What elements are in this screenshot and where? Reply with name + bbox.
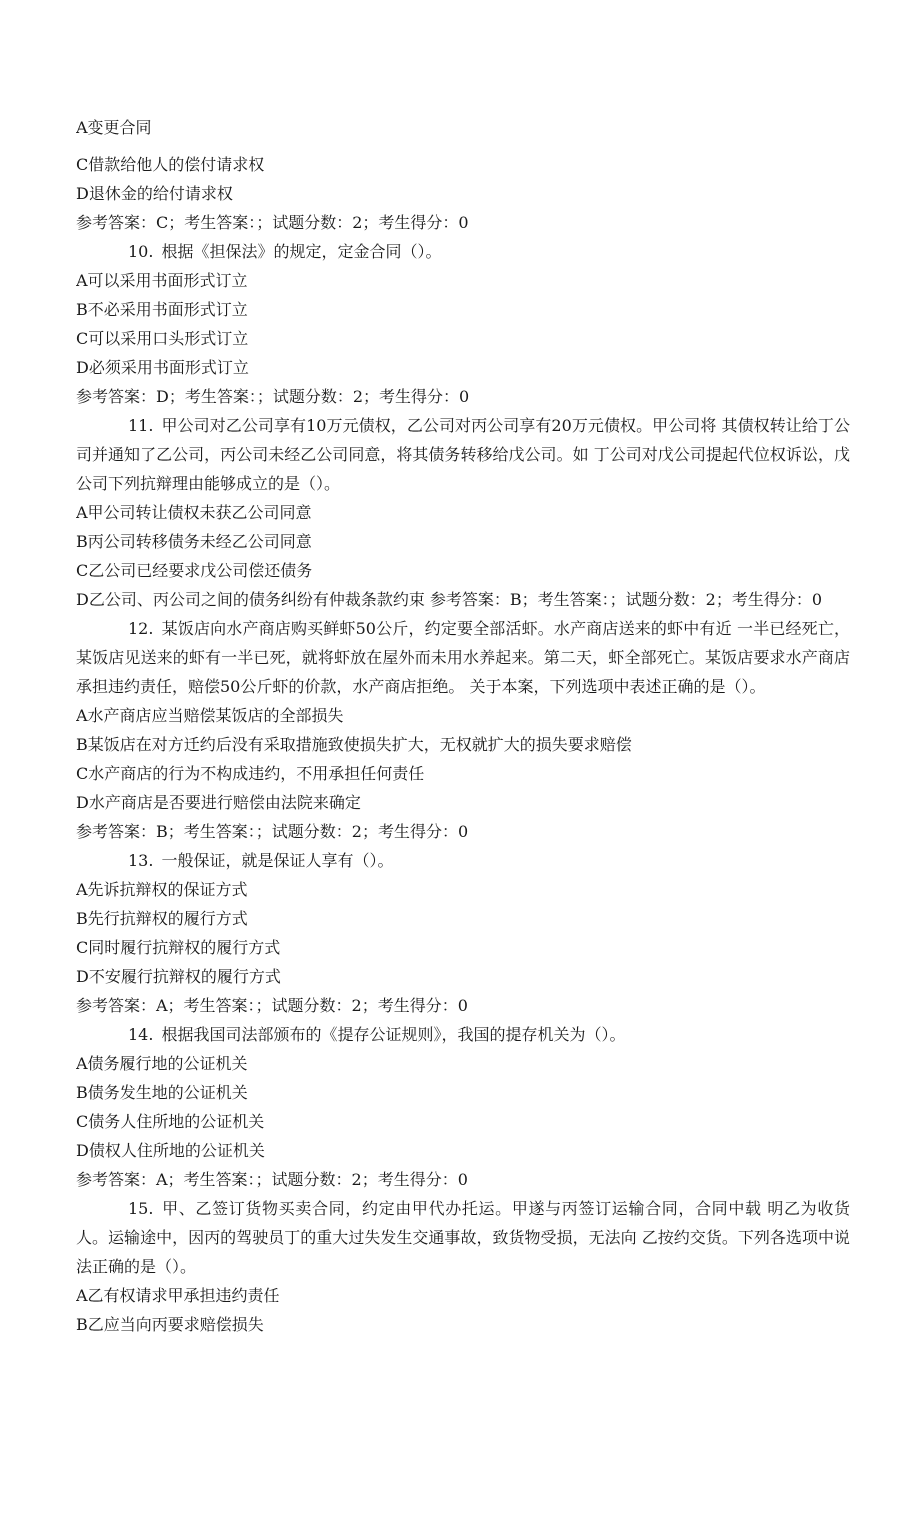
question-text: 甲、乙签订货物买卖合同，约定由甲代办托运。甲遂与丙签订运输合同，合同中载 明乙为收货人。运输途中，因丙的驾驶员丁的重大过失发生交通事故，致货物受损，无法向 乙按约交货。下列各选项中说法正确的是（）。 (76, 1199, 850, 1276)
question-text: 根据《担保法》的规定，定金合同（）。 (161, 242, 442, 261)
option-b: B丙公司转移债务未经乙公司同意 (76, 532, 312, 551)
option-d: D退休金的给付请求权 (76, 184, 233, 203)
option-a: A先诉抗辩权的保证方式 (76, 880, 248, 899)
option-b: B某饭店在对方迁约后没有采取措施致使损失扩大，无权就扩大的损失要求赔偿 (76, 735, 632, 754)
question-number: 11. (128, 416, 154, 435)
question-10 (76, 237, 850, 266)
option-a: A债务履行地的公证机关 (76, 1054, 248, 1073)
question-14 (76, 1020, 850, 1049)
option-c: C同时履行抗辩权的履行方式 (76, 938, 281, 957)
question-text: 根据我国司法部颁布的《提存公证规则》，我国的提存机关为（）。 (161, 1025, 626, 1044)
option-c: C债务人住所地的公证机关 (76, 1112, 265, 1131)
question-11 (76, 411, 850, 498)
option-c: C可以采用口头形式订立 (76, 329, 249, 348)
question-number: 13. (128, 851, 154, 870)
answer-line: 参考答案：A；考生答案：；试题分数：2；考生得分：0 (76, 1170, 468, 1189)
option-a: A水产商店应当赔偿某饭店的全部损失 (76, 706, 344, 725)
question-text: 一般保证，就是保证人享有（）。 (161, 851, 394, 870)
question-number: 10. (128, 242, 154, 261)
option-a: A变更合同 (76, 118, 152, 137)
option-d: D不安履行抗辩权的履行方式 (76, 967, 281, 986)
answer-line: 参考答案：D；考生答案：；试题分数：2；考生得分：0 (76, 387, 470, 406)
option-d: D必须采用书面形式订立 (76, 358, 249, 377)
option-a: A甲公司转让债权未获乙公司同意 (76, 503, 312, 522)
option-c: C乙公司已经要求戊公司偿还债务 (76, 561, 313, 580)
option-d: D水产商店是否要进行赔偿由法院来确定 (76, 793, 361, 812)
option-b: B债务发生地的公证机关 (76, 1083, 248, 1102)
option-c: C借款给他人的偿付请求权 (76, 155, 265, 174)
answer-line: 参考答案：B；考生答案：；试题分数：2；考生得分：0 (76, 822, 469, 841)
question-number: 14. (128, 1025, 154, 1044)
question-13 (76, 846, 850, 875)
question-12 (76, 614, 850, 701)
option-d-with-answer: D乙公司、丙公司之间的债务纠纷有仲裁条款约束 参考答案：B；考生答案：；试题分数：2；考生得分：0 (76, 590, 823, 609)
answer-line: 参考答案：C；考生答案：；试题分数：2；考生得分：0 (76, 213, 469, 232)
question-text: 甲公司对乙公司享有10万元债权，乙公司对丙公司享有20万元债权。甲公司将 其债权转让给丁公司并通知了乙公司，丙公司未经乙公司同意，将其债务转移给戊公司。如 丁公司对戊公司提起代位权诉讼，戊公司下列抗辩理由能够成立的是（）。 (76, 416, 850, 493)
question-number: 15. (128, 1199, 154, 1218)
option-b: B乙应当向丙要求赔偿损失 (76, 1315, 264, 1334)
option-b: B先行抗辩权的履行方式 (76, 909, 248, 928)
option-a: A可以采用书面形式订立 (76, 271, 248, 290)
question-number: 12. (128, 619, 154, 638)
option-a: A乙有权请求甲承担违约责任 (76, 1286, 280, 1305)
option-d: D债权人住所地的公证机关 (76, 1141, 265, 1160)
question-15 (76, 1194, 850, 1281)
question-text: 某饭店向水产商店购买鲜虾50公斤，约定要全部活虾。水产商店送来的虾中有近 一半已经死亡，某饭店见送来的虾有一半已死，就将虾放在屋外而未用水养起来。第二天，虾全部死亡。某饭店要求水产商店承担违约责任，赔偿50公斤虾的价款，水产商店拒绝。 关于本案，下列选项中表述正确的是（）。 (76, 619, 850, 696)
option-c: C水产商店的行为不构成违约，不用承担任何责任 (76, 764, 425, 783)
option-b: B不必采用书面形式订立 (76, 300, 248, 319)
answer-line: 参考答案：A；考生答案：；试题分数：2；考生得分：0 (76, 996, 468, 1015)
document-page (76, 113, 850, 1339)
